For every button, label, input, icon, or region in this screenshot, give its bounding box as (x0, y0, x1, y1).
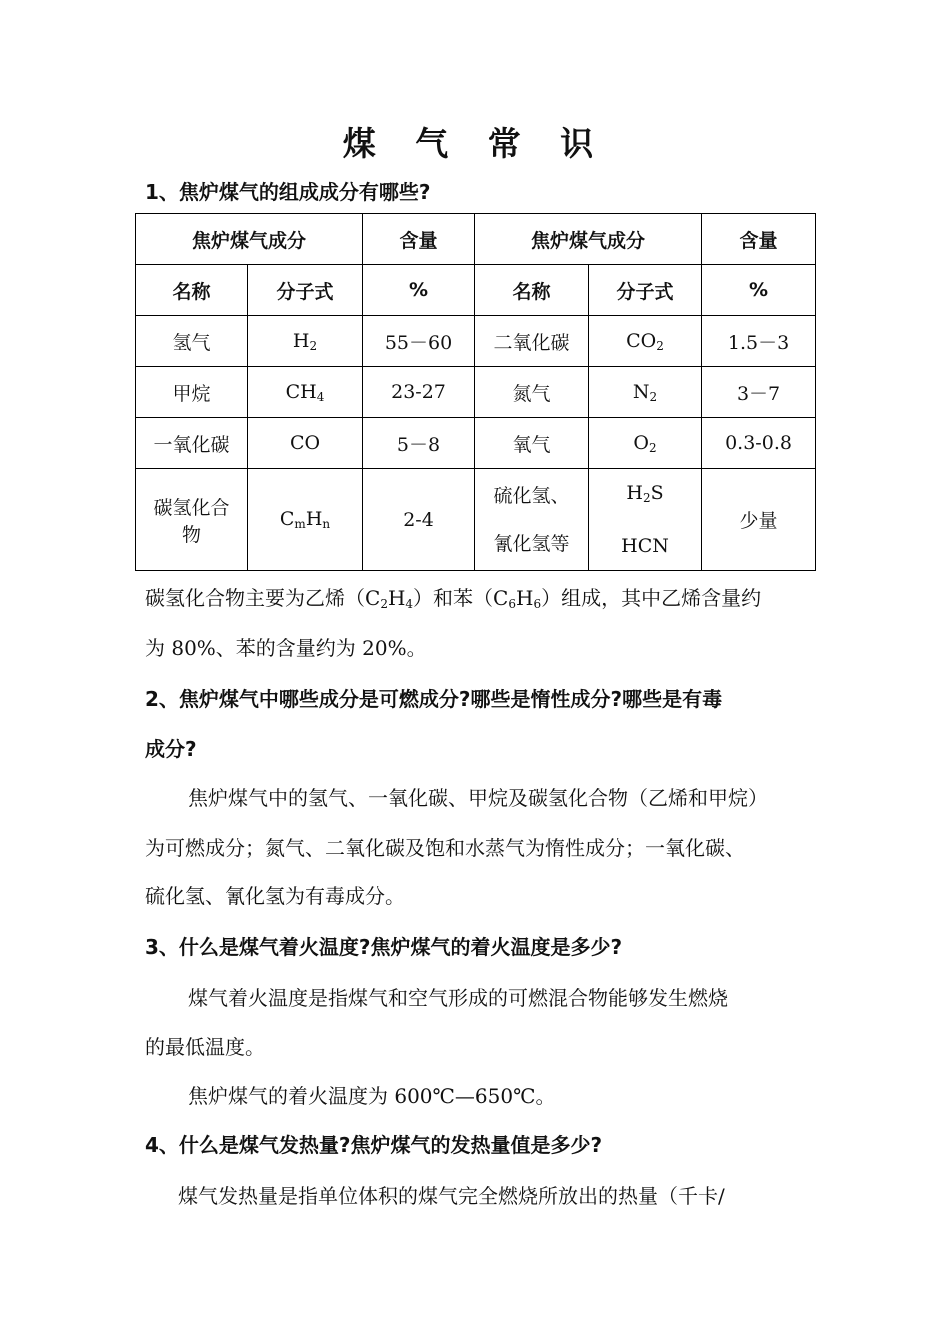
answer-2: 焦炉煤气中的氢气、一氧化碳、甲烷及碳氢化合物（乙烯和甲烷） (188, 786, 768, 810)
table-header-row (136, 214, 816, 265)
question-2-cont: 成分? (145, 737, 197, 761)
gas-formula: $CO_2$ (589, 316, 702, 367)
gas-name: 氢气 (136, 316, 248, 367)
gas-name: 甲烷 (136, 367, 248, 418)
note-paragraph-line2: 为 80%、苯的含量约为 20%。 (145, 636, 427, 660)
gas-name: 氮气 (475, 367, 589, 418)
table-subheader-row (136, 265, 816, 316)
table-row (136, 367, 816, 418)
question-1: 1、焦炉煤气的组成成分有哪些? (145, 180, 431, 204)
gas-percent: 2-4 (363, 469, 475, 571)
percent-header-right: % (702, 265, 816, 316)
table-row (136, 469, 816, 571)
gas-formula: $CH_4$ (248, 367, 363, 418)
gas-percent: 3－7 (702, 367, 816, 418)
table-row (136, 418, 816, 469)
gas-percent: 55－60 (363, 316, 475, 367)
gas-percent: 5－8 (363, 418, 475, 469)
gas-name: 氧气 (475, 418, 589, 469)
gas-formula: $C_mH_n$ (248, 469, 363, 571)
page-title: 煤 气 常 识 (342, 124, 608, 163)
answer-4: 煤气发热量是指单位体积的煤气完全燃烧所放出的热量（千卡/ (178, 1184, 725, 1208)
question-3: 3、什么是煤气着火温度?焦炉煤气的着火温度是多少? (145, 935, 623, 959)
name-header-left: 名称 (136, 265, 248, 316)
table-row (136, 316, 816, 367)
gas-percent: 少量 (702, 469, 816, 571)
answer-3-line2: 的最低温度。 (145, 1035, 265, 1059)
answer-2-line3: 硫化氢、氰化氢为有毒成分。 (145, 884, 405, 908)
gas-formula: $N_2$ (589, 367, 702, 418)
gas-name: 硫化氢、 氰化氢等 (475, 469, 589, 571)
answer-3-line3: 焦炉煤气的着火温度为 600℃—650℃。 (188, 1084, 556, 1108)
gas-percent: 0.3-0.8 (702, 418, 816, 469)
group-header-right: 焦炉煤气成分 (475, 214, 702, 265)
content-header-right: 含量 (702, 214, 816, 265)
question-2: 2、焦炉煤气中哪些成分是可燃成分?哪些是惰性成分?哪些是有毒 (145, 687, 723, 711)
answer-3: 煤气着火温度是指煤气和空气形成的可燃混合物能够发生燃烧 (188, 986, 728, 1010)
gas-formula: $O_2$ (589, 418, 702, 469)
gas-formula: $H_2S$ HCN (589, 469, 702, 571)
gas-percent: 23-27 (363, 367, 475, 418)
gas-formula: $H_2$ (248, 316, 363, 367)
question-4: 4、什么是煤气发热量?焦炉煤气的发热量值是多少? (145, 1133, 603, 1157)
formula-header-right: 分子式 (589, 265, 702, 316)
gas-name: 一氧化碳 (136, 418, 248, 469)
percent-header-left: % (363, 265, 475, 316)
gas-name: 碳氢化合 物 (136, 469, 248, 571)
gas-name: 二氧化碳 (475, 316, 589, 367)
gas-formula: CO (248, 418, 363, 469)
name-header-right: 名称 (475, 265, 589, 316)
answer-2-line2: 为可燃成分；氮气、二氧化碳及饱和水蒸气为惰性成分；一氧化碳、 (145, 836, 745, 860)
note-paragraph: 碳氢化合物主要为乙烯$(C_2H_4)$和苯$(C_6H_6)$组成，其中乙烯含量约 (145, 586, 762, 611)
formula-header-left: 分子式 (248, 265, 363, 316)
gas-percent: 1.5－3 (702, 316, 816, 367)
content-header-left: 含量 (363, 214, 475, 265)
composition-table (135, 213, 816, 571)
group-header-left: 焦炉煤气成分 (136, 214, 363, 265)
